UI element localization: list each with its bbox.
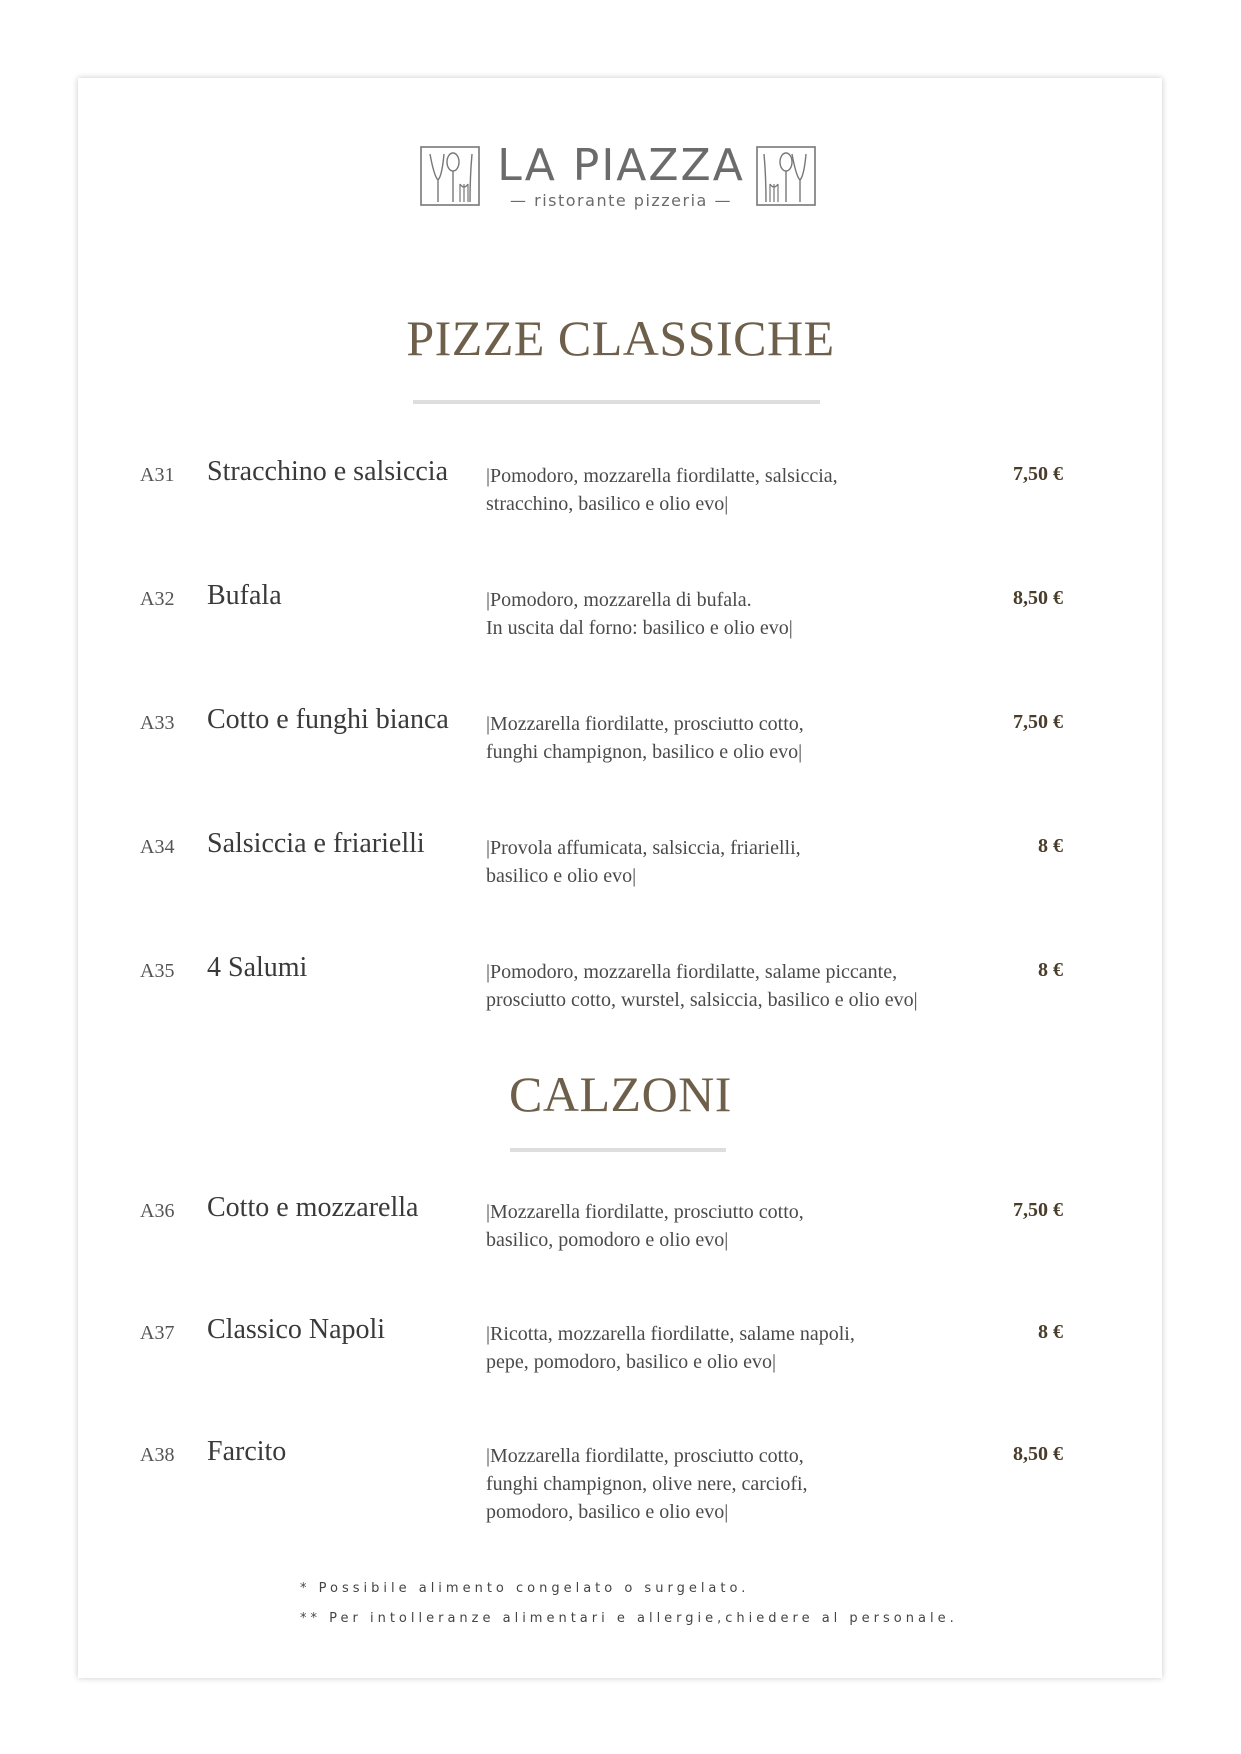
section-title: PIZZE CLASSICHE [406,310,835,366]
item-code: A34 [140,836,175,858]
section-divider [413,400,820,404]
item-code: A33 [140,712,175,734]
item-code: A38 [140,1444,175,1466]
item-price: 7,50 € [1013,1199,1063,1221]
item-price: 8,50 € [1013,1443,1063,1465]
item-price: 8 € [1038,835,1063,857]
item-name: Stracchino e salsiccia [207,456,449,487]
item-name: 4 Salumi [207,952,308,983]
brand-name: LA PIAZZA [497,140,745,191]
brand-tagline: — ristorante pizzeria — [510,191,732,210]
item-price: 7,50 € [1013,711,1063,733]
item-name: Salsiccia e friarielli [207,828,425,859]
item-price: 8 € [1038,959,1063,981]
cutlery-icon [420,146,480,206]
restaurant-logo [420,140,820,210]
item-code: A35 [140,960,175,982]
section-divider [510,1148,726,1152]
item-code: A31 [140,464,175,486]
item-code: A37 [140,1322,175,1344]
item-description: |Mozzarella fiordilatte, prosciutto cotto, funghi champignon, basilico e olio evo| [486,713,804,763]
item-price: 8,50 € [1013,587,1063,609]
item-price: 8 € [1038,1321,1063,1343]
item-description: |Pomodoro, mozzarella fiordilatte, salsiccia, stracchino, basilico e olio evo| [486,465,838,515]
item-description: |Pomodoro, mozzarella fiordilatte, salame piccante, prosciutto cotto, wurstel, salsiccia, basilico e olio evo| [486,961,918,1011]
item-code: A32 [140,588,175,610]
item-name: Bufala [207,580,282,611]
footnote-allergies: ** Per intolleranze alimentari e allergie,chiedere al personale. [300,1611,958,1626]
item-price: 7,50 € [1013,463,1063,485]
item-description: |Provola affumicata, salsiccia, friarielli, basilico e olio evo| [486,837,801,887]
item-description: |Pomodoro, mozzarella di bufala. In uscita dal forno: basilico e olio evo| [486,589,793,639]
footnote-frozen: * Possibile alimento congelato o surgelato. [300,1581,750,1596]
item-description: |Mozzarella fiordilatte, prosciutto cotto, basilico, pomodoro e olio evo| [486,1201,804,1251]
item-description: |Ricotta, mozzarella fiordilatte, salame napoli, pepe, pomodoro, basilico e olio evo| [486,1323,855,1373]
item-name: Cotto e funghi bianca [207,704,449,735]
item-description: |Mozzarella fiordilatte, prosciutto cotto, funghi champignon, olive nere, carciofi, pomodoro, basilico e olio evo| [486,1445,808,1523]
cutlery-icon [756,146,816,206]
section-title: CALZONI [509,1066,732,1122]
item-code: A36 [140,1200,175,1222]
item-name: Cotto e mozzarella [207,1192,419,1223]
item-name: Classico Napoli [207,1314,386,1345]
item-name: Farcito [207,1436,287,1467]
